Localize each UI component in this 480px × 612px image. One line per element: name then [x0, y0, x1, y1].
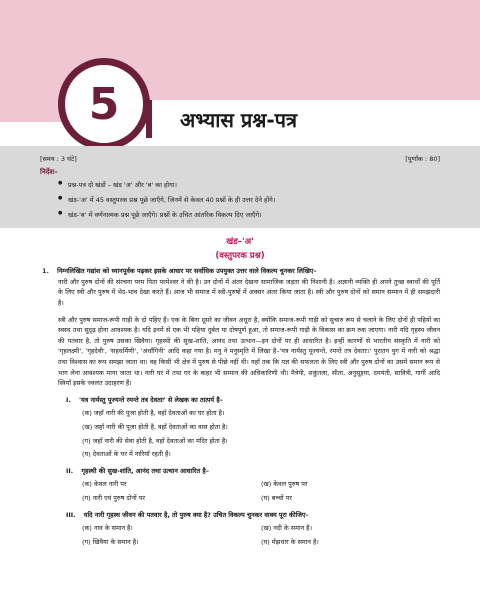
instructions-list — [58, 180, 275, 225]
question-1 — [42, 266, 440, 547]
instructions-box — [0, 146, 480, 228]
option: (ग) जहाँ नारी की सेवा होती है, वहाँ देवताओं का मंदिर होता है। — [82, 436, 228, 445]
section-type: (वस्तुपरक प्रश्न) — [215, 251, 265, 261]
option: (क) केवल नारी पर — [82, 480, 127, 489]
chapter-number: 5 — [88, 78, 120, 130]
sub-question — [66, 510, 440, 521]
option: (ख) नदी के समान है। — [261, 524, 313, 533]
option-row — [82, 479, 440, 490]
sub-question — [66, 395, 440, 406]
sub-question-number: III. — [66, 510, 76, 519]
question-1-prompt — [42, 266, 440, 277]
option: (ख) केवल पुरुष पर — [261, 480, 308, 489]
sub-question-number: I. — [66, 395, 71, 404]
instruction-item: ● प्रश्न-पत्र दो खंडों – खंड 'अ' और 'ब' का होगा। — [58, 180, 275, 189]
option: (ग) नारी एवं पुरुष दोनों पर — [82, 493, 145, 502]
option: (घ) देवताओं के घर में नारियाँ रहती हैं। — [82, 450, 171, 459]
chapter-number-badge — [58, 58, 150, 150]
sub-question-text: 'यत्र नार्यस्तु पूज्यन्ते रमन्ते तत्र देवताः' से लेखक का तात्पर्य है– — [79, 395, 223, 404]
instruction-item: ● खंड-'ब' में वर्णनात्मक प्रश्न पूछे जाएँगे। प्रश्नों के उचित आंतरिक विकल्प दिए जाएँगे। — [58, 210, 275, 219]
marks-label: [पूर्णांक : 80] — [405, 155, 440, 163]
option: (ग) खिवैया के समान है। — [82, 537, 139, 546]
sub-question — [66, 466, 440, 477]
option-row — [82, 523, 440, 534]
option: (घ) बच्चों पर — [261, 493, 292, 502]
sub-question-text: यदि नारी गृहस्थ जीवन की पतवार है, तो पुरुष क्या है? उचित विकल्प चुनकर वाक्य पूरा कीजिए– — [83, 510, 309, 519]
chapter-title-bar — [146, 100, 480, 138]
time-label: [समय : 3 घंटे] — [40, 155, 77, 163]
sub-question-text: गृहस्थी की सुख-शांति, आनंद तथा उत्थान आधारित है– — [81, 466, 209, 475]
exam-meta — [40, 154, 440, 163]
option-row — [82, 537, 440, 548]
option-row — [82, 493, 440, 504]
passage-paragraph: स्त्री और पुरुष समाज-रूपी गाड़ी के दो पहिए हैं। एक के बिना दूसरे का जीवन अधूरा है, क्योंकि समाज-रूपी गाड़ी को सुचारु रूप से चलाने के लिए दोनों ही पहियों का स्वस्थ तथा सुदृढ़ होना आवश्यक है। यदि इनमें से एक भी पहिया दुर्बल या दोषपूर्ण हुआ, तो समाज-रूपी गाड़ी के विकास का क्रम रुक जाएगा। नारी यदि गृहस्थ जीवन की पतवार है, तो पुरुष उसका खिवैया। गृहस्थी की सुख-शांति, आनंद तथा उत्थान—इन दोनों पर ही आधारित है। इन्हीं कारणों से भारतीय संस्कृति में नारी को 'गृहलक्ष्मी', 'गृहदेवी', 'सहधर्मिणी', 'अर्धांगिनी' आदि कहा गया है। मनु ने मनुस्मृति में लिखा है–'यत्र नार्यस्तु पूज्यन्ते, रमन्ते तत्र देवताः।' पुरातन युग में नारी को श्रद्धा तथा विश्वास का रूप समझा जाता था। वह किसी भी क्षेत्र में पुरुष से पीछे नहीं थी। यहाँ तक कि यज्ञ की सफलता के लिए स्त्री और पुरुष दोनों का उसमें समान रूप से भाग लेना आवश्यक माना जाता था। नारी घर में तथा घर के बाहर भी सम्मान की अधिकारिणी थी। मैत्रेयी, शकुंतला, सीता, अनुसूइया, दमयंती, सावित्री, गार्गी आदि स्त्रियाँ इसके ज्वलंत उदाहरण हैं। — [58, 315, 440, 388]
chapter-title: अभ्यास प्रश्न-पत्र — [180, 107, 298, 132]
option: (ख) जहाँ नारी की पूजा होती है, वहाँ देवताओं का वास होता है। — [82, 422, 228, 431]
sub-question-number: II. — [66, 466, 74, 475]
instructions-heading: निर्देश– — [40, 168, 58, 176]
section-name: खंड–'अ' — [226, 237, 254, 247]
instruction-item: ● खंड-'अ' में 45 वस्तुपरक प्रश्न पूछे जाएँगे, जिनमें से केवल 40 प्रश्नों के ही उत्तर देने होंगे। — [58, 195, 275, 204]
option: (क) नाव के समान है। — [82, 524, 133, 533]
question-number: 1. — [42, 267, 49, 275]
option: (क) जहाँ नारी की पूजा होती है, वहाँ देवताओं का घर होता है। — [82, 409, 225, 418]
passage-paragraph: नारी और पुरुष दोनों की संरचना परम पिता परमेश्वर ने की है। उन दोनों में अंतर देखना सामाजिक जड़ता की निशानी है। अज्ञानी व्यक्ति ही अपने तुच्छ स्वार्थों की पूर्ति के लिए स्त्री और पुरुष में भेद-भाव देखा करते हैं। आज भी समाज में स्त्री-पुरुषों में अक्सर अंतर किया जाता है। स्त्री और पुरुष दोनों को समान सम्मान में ही समझदारी है। — [58, 277, 440, 307]
option: (घ) मँझधार के समान है। — [261, 537, 319, 546]
question-text: निम्नलिखित गद्यांश को ध्यानपूर्वक पढ़कर इसके आधार पर सर्वाधिक उपयुक्त उत्तर वाले विकल्प चुनकर लिखिए– — [57, 267, 317, 275]
